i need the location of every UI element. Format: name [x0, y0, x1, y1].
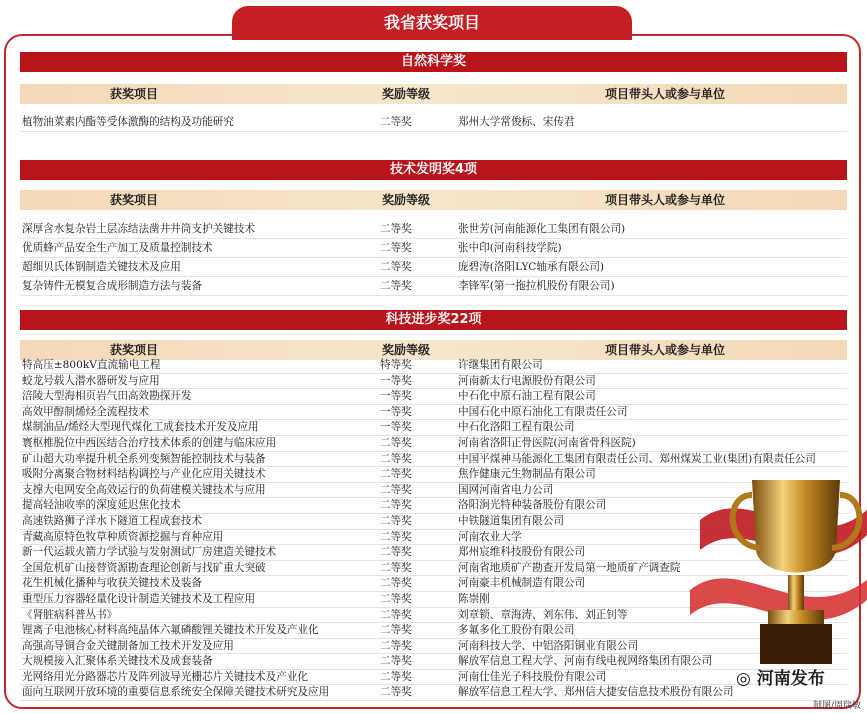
- cell-project: 煤制油品/烯烃大型现代煤化工成套技术开发及应用: [22, 421, 259, 434]
- cell-grade: 一等奖: [380, 405, 412, 418]
- cell-grade: 二等奖: [380, 514, 412, 527]
- table-row: [20, 113, 847, 132]
- cell-grade: 二等奖: [380, 577, 412, 590]
- cell-units: 郑州宸维科技股份有限公司: [458, 546, 586, 559]
- cell-units: 洛阳涧光特种装备股份有限公司: [458, 499, 607, 512]
- cell-project: 植物油菜素内酯等受体激酶的结构及功能研究: [22, 116, 234, 128]
- cell-grade: 二等奖: [380, 624, 412, 637]
- section-rows-tech-invention: [20, 220, 847, 296]
- trophy-icon: [690, 440, 867, 680]
- table-row: [20, 389, 847, 405]
- wechat-icon: ◎: [736, 669, 751, 689]
- cell-grade: 二等奖: [380, 639, 412, 652]
- cell-units: 许继集团有限公司: [458, 359, 543, 371]
- cell-grade: 二等奖: [380, 499, 412, 512]
- header-units: 项目带头人或参与单位: [605, 193, 726, 207]
- table-header: [20, 190, 847, 210]
- cell-grade: 二等奖: [380, 223, 412, 235]
- cell-project: 青藏高原特色牧草种质资源挖掘与育种应用: [22, 530, 224, 543]
- watermark: [736, 664, 825, 689]
- section-rows-natural-science: [20, 113, 847, 132]
- table-row: [20, 685, 847, 701]
- cell-grade: 二等奖: [380, 483, 412, 496]
- cell-project: 锂离子电池核心材料高纯晶体六氟磷酸锂关键技术开发及产业化: [22, 624, 319, 637]
- cell-project: 《肾脏病科普丛书》: [22, 608, 118, 621]
- table-row: [20, 239, 847, 258]
- table-row: [20, 420, 847, 436]
- cell-grade: 二等奖: [380, 468, 412, 481]
- cell-project: 支撑大电网安全高效运行的负荷建模关键技术与应用: [22, 483, 266, 496]
- cell-project: 高效甲醇制烯烃全流程技术: [22, 405, 150, 418]
- cell-project: 复杂铸件无模复合成形制造方法与装备: [22, 280, 203, 292]
- cell-grade: 二等奖: [380, 655, 412, 668]
- header-units: 项目带头人或参与单位: [605, 343, 726, 357]
- section-title-tech-progress: 科技进步奖22项: [20, 310, 847, 330]
- cell-units: 中石化洛阳工程有限公司: [458, 421, 575, 434]
- cell-grade: 二等奖: [380, 261, 412, 273]
- cell-units: 河南科技大学、中铝洛阳铜业有限公司: [458, 639, 639, 652]
- table-row: [20, 220, 847, 239]
- cell-project: 特高压±800kV直流输电工程: [22, 359, 161, 371]
- cell-grade: 二等奖: [380, 436, 412, 449]
- table-header: [20, 340, 847, 360]
- cell-units: 张中印(河南科技学院): [458, 242, 562, 254]
- cell-grade: 二等奖: [380, 530, 412, 543]
- cell-grade: 二等奖: [380, 592, 412, 605]
- cell-units: 河南省洛阳正骨医院(河南省骨科医院): [458, 436, 636, 449]
- cell-project: 大规模接入汇聚体系关键技术及成套装备: [22, 655, 213, 668]
- cell-grade: 二等奖: [380, 608, 412, 621]
- cell-units: 中国平煤神马能源化工集团有限责任公司、郑州煤炭工业(集团)有限责任公司: [458, 452, 816, 465]
- cell-project: 光网络用光分路器芯片及阵列波导光栅芯片关键技术及产业化: [22, 670, 309, 683]
- cell-units: 中铁隧道集团有限公司: [458, 514, 564, 527]
- cell-project: 全国危机矿山接替资源勘查理论创新与找矿重大突破: [22, 561, 266, 574]
- cell-grade: 一等奖: [380, 421, 412, 434]
- cell-project: 吸附分离聚合物材料结构调控与产业化应用关键技术: [22, 468, 266, 481]
- cell-grade: 二等奖: [380, 561, 412, 574]
- cell-units: 河南农业大学: [458, 530, 522, 543]
- cell-units: 中国石化中原石油化工有限责任公司: [458, 405, 628, 418]
- watermark-text: 河南发布: [756, 669, 825, 689]
- table-row: [20, 374, 847, 390]
- cell-units: 解放军信息工程大学、郑州信大捷安信息技术股份有限公司: [458, 686, 734, 699]
- table-row: [20, 277, 847, 296]
- cell-grade: 二等奖: [380, 242, 412, 254]
- credit: 制图/周瑞敏: [812, 701, 861, 711]
- cell-units: 刘章锁、章海涛、刘东伟、刘正钊等: [458, 608, 628, 621]
- cell-project: 蛟龙号载人潜水器研发与应用: [22, 374, 160, 387]
- cell-units: 河南仕佳光子科技股份有限公司: [458, 670, 607, 683]
- cell-grade: 二等奖: [380, 452, 412, 465]
- table-header: [20, 84, 847, 104]
- cell-grade: 二等奖: [380, 546, 412, 559]
- cell-grade: 二等奖: [380, 670, 412, 683]
- cell-project: 提高轻油收率的深度延迟焦化技术: [22, 499, 181, 512]
- cell-grade: 二等奖: [380, 116, 412, 128]
- cell-grade: 一等奖: [380, 374, 412, 387]
- table-row: [20, 358, 847, 374]
- cell-grade: 二等奖: [380, 686, 412, 699]
- table-row: [20, 405, 847, 421]
- table-row: [20, 258, 847, 277]
- header-project: 获奖项目: [110, 343, 159, 357]
- cell-project: 超细贝氏体钢制造关键技术及应用: [22, 261, 181, 273]
- cell-units: 解放军信息工程大学、河南有线电视网络集团有限公司: [458, 655, 713, 668]
- cell-units: 张世芳(河南能源化工集团有限公司): [458, 223, 626, 235]
- cell-units: 河南豪丰机械制造有限公司: [458, 577, 586, 590]
- cell-project: 深厚含水复杂岩土层冻结法凿井井筒支护关键技术: [22, 223, 256, 235]
- cell-grade: 二等奖: [380, 280, 412, 292]
- header-project: 获奖项目: [110, 87, 159, 101]
- cell-grade: 一等奖: [380, 390, 412, 403]
- cell-units: 李锋军(第一拖拉机股份有限公司): [458, 280, 615, 292]
- cell-project: 面向互联网开放环境的重要信息系统安全保障关键技术研究及应用: [22, 686, 330, 699]
- cell-project: 涪陵大型海相页岩气田高效勘探开发: [22, 390, 192, 403]
- header-grade: 奖励等级: [382, 87, 431, 101]
- cell-project: 优质蜂产品安全生产加工及质量控制技术: [22, 242, 213, 254]
- cell-project: 花生机械化播种与收获关键技术及装备: [22, 577, 203, 590]
- cell-project: 寰枢椎脱位中西医结合治疗技术体系的创建与临床应用: [22, 436, 277, 449]
- cell-project: 高强高导铜合金关键制备加工技术开发及应用: [22, 639, 234, 652]
- cell-project: 新一代运载火箭力学试验与发射测试厂房建造关键技术: [22, 546, 277, 559]
- cell-project: 矿山超大功率提升机全系列变频智能控制技术与装备: [22, 452, 266, 465]
- cell-units: 多氟多化工股份有限公司: [458, 624, 575, 637]
- cell-grade: 特等奖: [380, 359, 412, 371]
- header-units: 项目带头人或参与单位: [605, 87, 726, 101]
- cell-project: 高速铁路狮子洋水下隧道工程成套技术: [22, 514, 203, 527]
- cell-units: 国网河南省电力公司: [458, 483, 554, 496]
- section-title-tech-invention: 技术发明奖4项: [20, 160, 847, 180]
- page-title: 我省获奖项目: [232, 6, 632, 40]
- cell-units: 郑州大学常俊标、宋传君: [458, 116, 575, 128]
- header-project: 获奖项目: [110, 193, 159, 207]
- cell-units: 中石化中原石油工程有限公司: [458, 390, 596, 403]
- cell-units: 河南省地质矿产勘查开发局第一地质矿产调查院: [458, 561, 681, 574]
- cell-units: 陈崇刚: [458, 592, 490, 605]
- cell-units: 河南新太行电源股份有限公司: [458, 374, 596, 387]
- cell-project: 重型压力容器轻量化设计制造关键技术及工程应用: [22, 592, 256, 605]
- cell-units: 焦作健康元生物制品有限公司: [458, 468, 596, 481]
- cell-units: 庞碧涛(洛阳LYC轴承有限公司): [458, 261, 605, 273]
- section-title-natural-science: 自然科学奖: [20, 52, 847, 72]
- header-grade: 奖励等级: [382, 193, 431, 207]
- header-grade: 奖励等级: [382, 343, 431, 357]
